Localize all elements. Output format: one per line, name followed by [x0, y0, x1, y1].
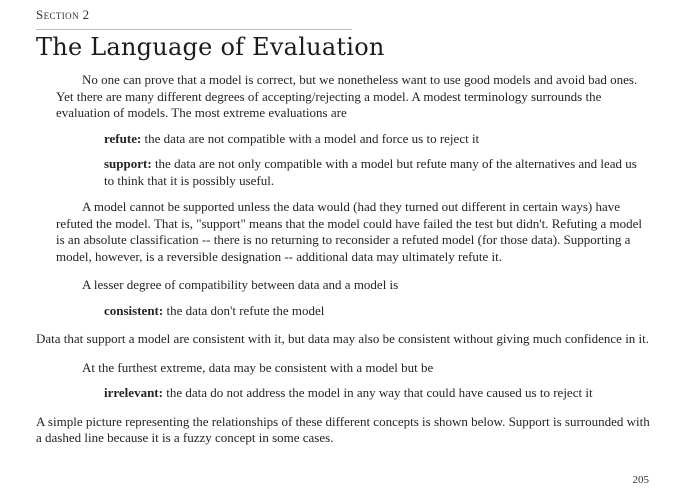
definition-consistent-text: the data don't refute the model — [166, 302, 325, 318]
paragraph-furthest-extreme: At the furthest extreme, data may be consistent with a model but be — [82, 359, 434, 375]
definition-refute — [104, 131, 650, 148]
section-label: Section 2 — [36, 7, 90, 22]
definition-refute-term: refute: — [104, 130, 142, 146]
definition-irrelevant-term: irrelevant: — [104, 385, 163, 400]
paragraph-intro: No one can prove that a model is correct, but we nonetheless want to use good models and avoid bad ones. Yet there are many different degrees of accepting/rejecting a model. A modest terminology surrounds the evaluation of models. The most extreme evaluations are — [56, 72, 638, 120]
definition-consistent — [104, 303, 650, 320]
paragraph-support-explanation: A model cannot be supported unless the data would (had they turned out different in certain ways) have refuted the model. That is, "support" means that the model could have failed the test but didn't. Refuting a model is an absolute classification -- there is no returning to reconsider a refuted model (for those data). Supporting a model, however, is a reversible designation -- additional data may ultimately refute it. — [56, 199, 643, 264]
paragraph-consistent-note: Data that support a model are consistent with it, but data may also be consistent without giving much confidence in it. — [36, 331, 650, 346]
title-rule — [36, 29, 352, 30]
page-title: The Language of Evaluation — [36, 33, 385, 61]
definition-consistent-term: consistent: — [104, 302, 164, 318]
paragraph-simple-picture: A simple picture representing the relationships of these different concepts is shown below. Support is surrounded with a dashed line because it is a fuzzy concept in some cases. — [36, 413, 650, 445]
page-number: 205 — [632, 474, 649, 486]
definition-support-term: support: — [104, 156, 152, 171]
definition-irrelevant — [104, 385, 650, 402]
definition-irrelevant-text: the data do not address the model in any way that could have caused us to reject it — [166, 385, 593, 400]
paragraph-lesser-degree: A lesser degree of compatibility between data and a model is — [82, 277, 399, 292]
definition-refute-text: the data are not compatible with a model and force us to reject it — [144, 130, 480, 146]
definition-support-text: the data are not only compatible with a model but refute many of the alternatives and lead us to think that it is possibly useful. — [104, 156, 637, 188]
definition-support — [104, 156, 650, 189]
